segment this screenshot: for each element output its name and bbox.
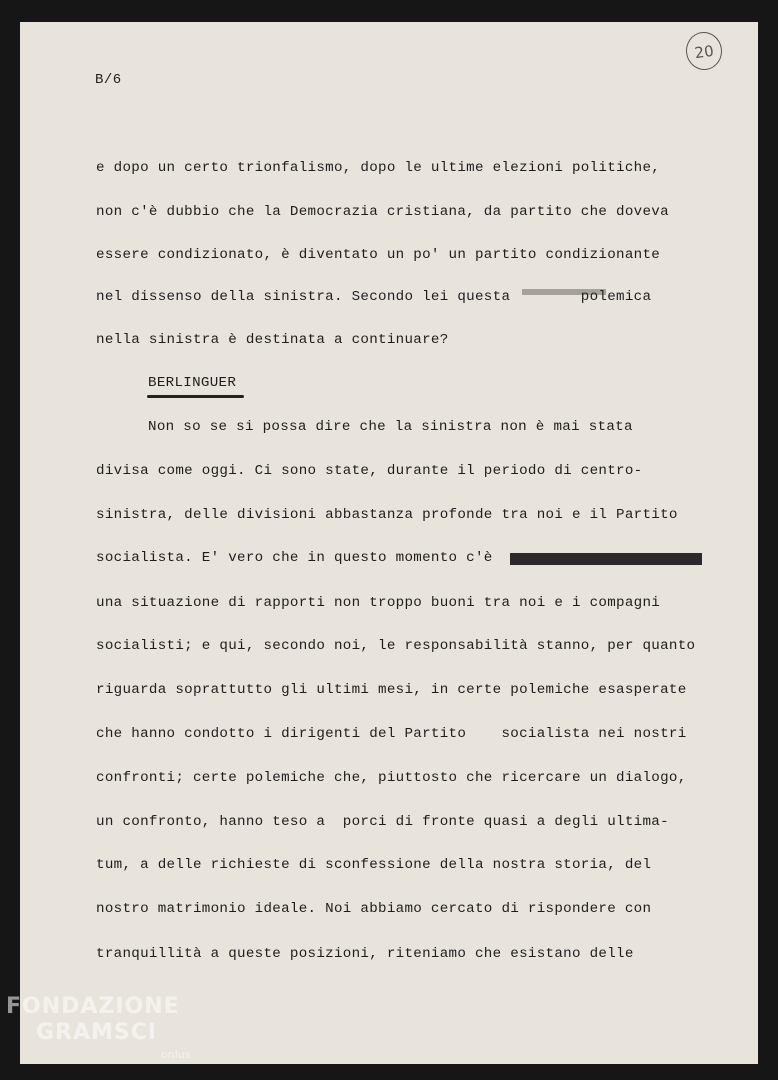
text-line: tum, a delle richieste di sconfessione della nostra storia, del [96, 857, 652, 873]
text-line: confronti; certe polemiche che, piuttosto che ricercare un dialogo, [96, 770, 687, 786]
page-number-circle: 20 [684, 30, 725, 73]
watermark-line1: FONDAZIONE [6, 994, 180, 1019]
speaker-name: BERLINGUER [148, 375, 237, 391]
watermark-line2: GRAMSCI [36, 1020, 158, 1045]
document-code: B/6 [95, 72, 122, 88]
text-line: una situazione di rapporti non troppo buoni tra noi e i compagni [96, 595, 661, 611]
crossed-out-word [522, 289, 606, 295]
text-line: nel dissenso della sinistra. Secondo lei questa polemica [96, 289, 652, 305]
text-line: Non so se si possa dire che la sinistra non è mai stata [148, 419, 633, 435]
text-line: nostro matrimonio ideale. Noi abbiamo cercato di rispondere con [96, 901, 652, 917]
text-line: riguarda soprattutto gli ultimi mesi, in certe polemiche esasperate [96, 682, 687, 698]
text-line: nella sinistra è destinata a continuare? [96, 332, 449, 348]
text-line: non c'è dubbio che la Democrazia cristiana, da partito che doveva [96, 204, 669, 220]
text-line: essere condizionato, è diventato un po' un partito condizionante [96, 247, 661, 263]
text-line: tranquillità a queste posizioni, riteniamo che esistano delle [96, 946, 634, 962]
text-line: che hanno condotto i dirigenti del Partito socialista nei nostri [96, 726, 687, 742]
text-line: e dopo un certo trionfalismo, dopo le ultime elezioni politiche, [96, 160, 661, 176]
text-line: divisa come oggi. Ci sono state, durante il periodo di centro- [96, 463, 643, 479]
text-line: sinistra, delle divisioni abbastanza profonde tra noi e il Partito [96, 507, 678, 523]
watermark-line3: onlus [161, 1048, 191, 1061]
speaker-underline [147, 395, 244, 398]
text-line: socialista. E' vero che in questo momento c'è [96, 550, 493, 566]
fondazione-gramsci-watermark [6, 994, 196, 1074]
redacted-strikethrough [510, 553, 702, 565]
text-line: un confronto, hanno teso a porci di fronte quasi a degli ultima- [96, 814, 669, 830]
text-line: socialisti; e qui, secondo noi, le responsabilità stanno, per quanto [96, 638, 696, 654]
